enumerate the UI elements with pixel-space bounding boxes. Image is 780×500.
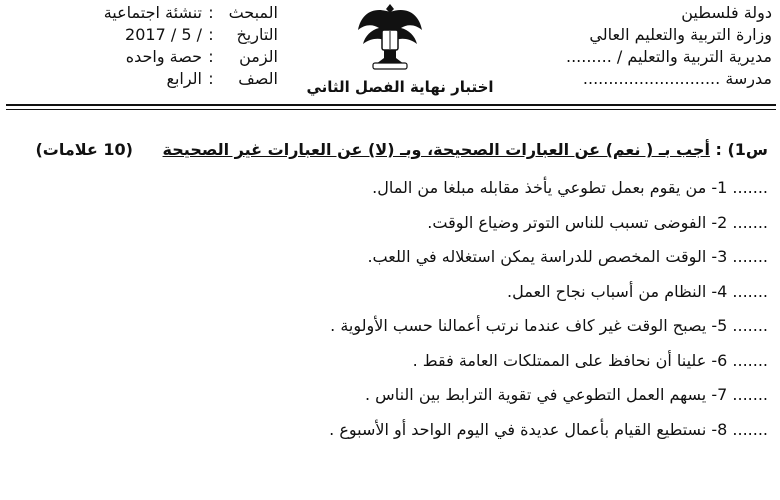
statement-item: ....... 5- يصبح الوقت غير كاف عندما نرتب أعمالنا حسب الأولوية . (330, 316, 768, 335)
meta-colon: : (208, 69, 214, 88)
meta-label: التاريخ (236, 25, 278, 44)
meta-colon: : (208, 25, 214, 44)
statement-item: ....... 4- النظام من أسباب نجاح العمل. (507, 281, 768, 301)
exam-title: اختبار نهاية الفصل الثاني (306, 78, 494, 96)
statement-item: ....... 1- من يقوم بعمل تطوعي يأخذ مقابله مبلغا من المال. (372, 178, 768, 197)
header-meta-block (48, 2, 278, 90)
question-marks: (10 علامات) (35, 140, 133, 159)
statement-item: ....... 7- يسهم العمل التطوعي في تقوية الترابط بين الناس . (365, 385, 768, 404)
meta-label: الصف (238, 69, 278, 88)
meta-value: / 5 / 2017 (125, 25, 202, 44)
question-heading (28, 140, 768, 159)
statement-item: ....... 3- الوقت المخصص للدراسة يمكن استغلاله في اللعب. (367, 247, 768, 266)
header-divider (6, 104, 776, 106)
meta-subject-row (48, 2, 278, 24)
statement-item: ....... 6- علينا أن نحافظ على الممتلكات العامة فقط . (412, 350, 768, 370)
question-text: أجب بـ ( نعم) عن العبارات الصحيحة، وبـ (لا) عن العبارات غير الصحيحة (162, 140, 710, 159)
directorate-line: مديرية التربية والتعليم / ......... (566, 47, 772, 66)
statement-item: ....... 8- نستطيع القيام بأعمال عديدة في اليوم الواحد أو الأسبوع . (329, 419, 768, 439)
meta-value: حصة واحده (125, 47, 202, 66)
statement-item: ....... 2- الفوضى تسبب للناس التوتر وضياع الوقت. (427, 212, 768, 232)
state-name: دولة فلسطين (681, 3, 772, 22)
ministry-name: وزارة التربية والتعليم العالي (589, 25, 772, 44)
header-divider-thin (6, 109, 776, 110)
meta-grade-row (48, 68, 278, 90)
meta-value: الرابع (166, 69, 202, 88)
eagle-emblem-icon (355, 0, 425, 72)
question-number: س1) : (715, 140, 768, 159)
header-institution-block (522, 2, 772, 90)
meta-colon: : (208, 47, 214, 66)
meta-value: تنشئة اجتماعية (103, 3, 202, 22)
statement-list (28, 176, 768, 452)
school-line: مدرسة ........................... (582, 69, 772, 88)
meta-label: المبحث (228, 3, 278, 22)
meta-label: الزمن (239, 47, 278, 66)
meta-time-row (48, 46, 278, 68)
meta-colon: : (208, 3, 214, 22)
meta-date-row (48, 24, 278, 46)
